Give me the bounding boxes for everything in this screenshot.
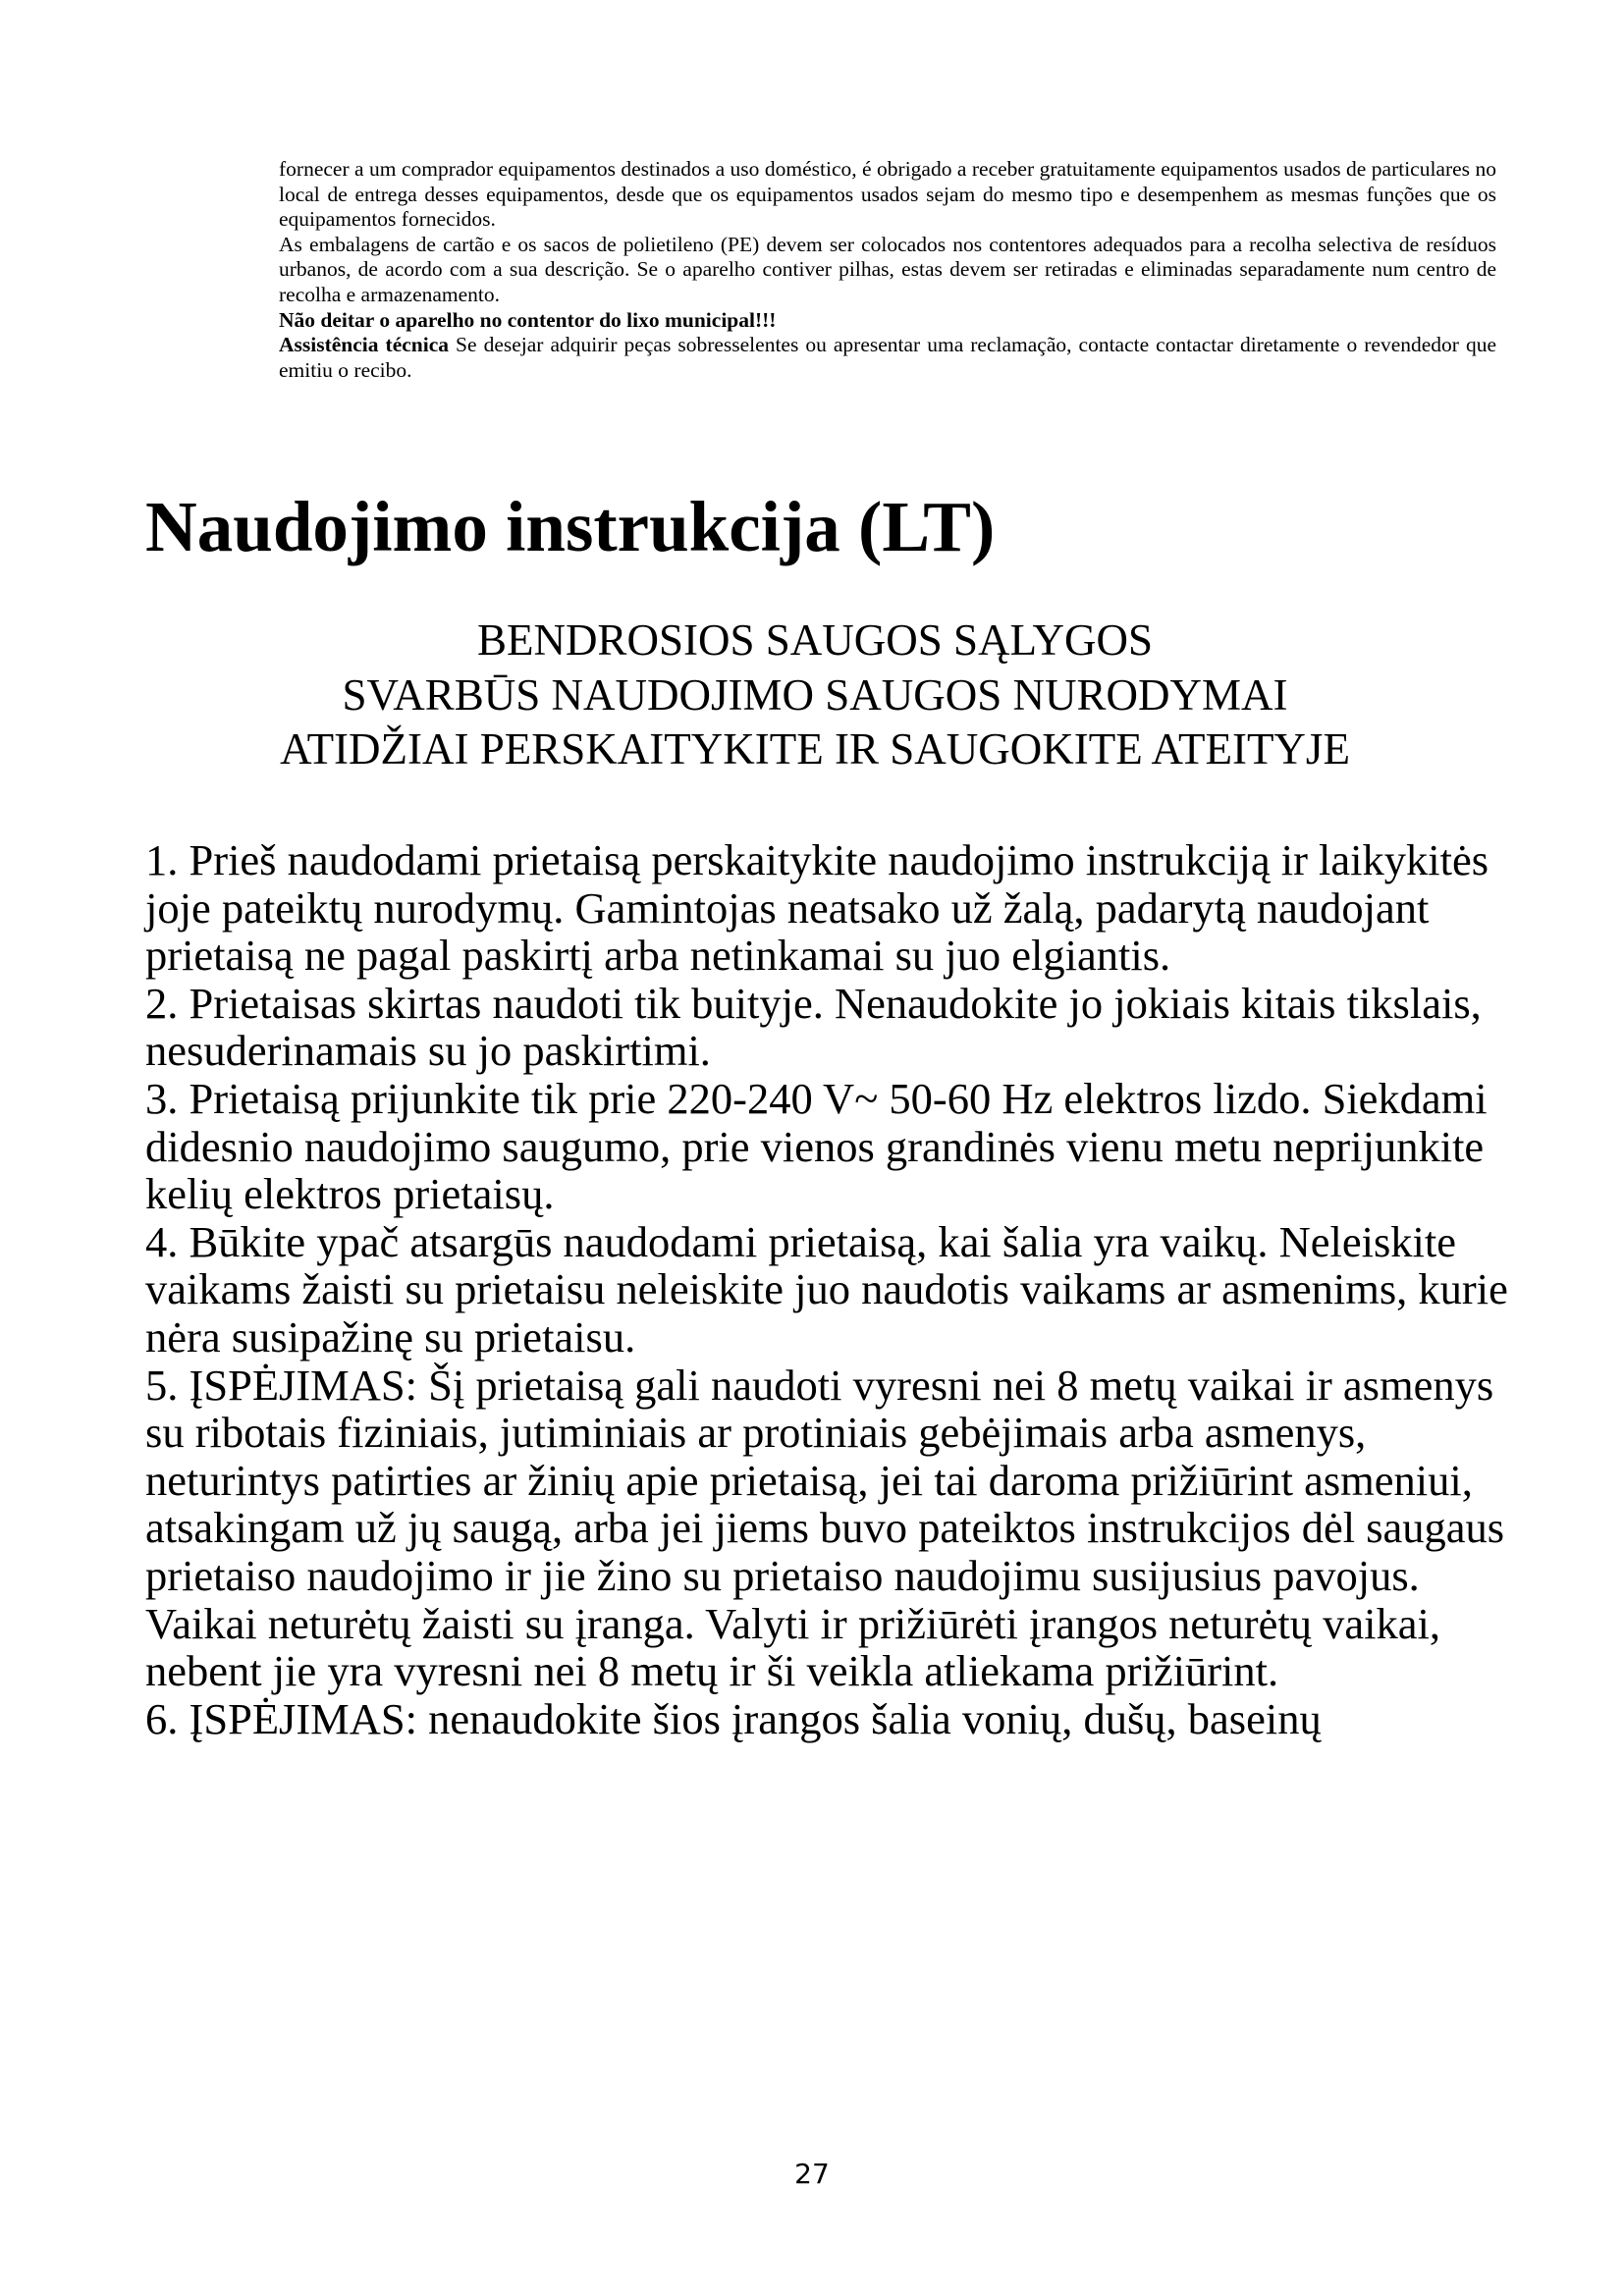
page-number: 27 [794, 2158, 830, 2190]
section-title: Naudojimo instrukcija (LT) [145, 487, 996, 566]
portuguese-warning-text: Não deitar o aparelho no contentor do lixo municipal!!! [279, 307, 777, 332]
portuguese-paragraph-1: fornecer a um comprador equipamentos destinados a uso doméstico, é obrigado a receber gratuitamente equipamentos usados de particulares no local de entrega desses equipamentos, desde que os equipamentos usados sejam do mesmo tipo e desempenhem as mesmas funções que os equipamentos fornecidos. [279, 157, 1496, 232]
instruction-item-5: 5. ĮSPĖJIMAS: Šį prietaisą gali naudoti vyresni nei 8 metų vaikai ir asmenys su ribotais fiziniais, jutiminiais ar protiniais gebėjimais arba asmenys, neturintys patirties ar žinių apie prietaisą, jei tai daroma prižiūrint asmeniui, atsakingam už jų saugą, arba jei jiems buvo pateiktos instrukcijos dėl saugaus prietaiso naudojimo ir jie žino su prietaiso naudojimu susijusius pavojus. Vaikai neturėtų žaisti su įranga. Valyti ir prižiūrėti įrangos neturėtų vaikai, nebent jie yra vyresni nei 8 metų ir ši veikla atliekama prižiūrint. [145, 1360, 1505, 1696]
portuguese-tech-support [279, 333, 1496, 383]
portuguese-section [279, 157, 1496, 383]
instruction-item-4: 4. Būkite ypač atsargūs naudodami prietaisą, kai šalia yra vaikų. Neleiskite vaikams žaisti su prietaisu neleiskite juo naudotis vaikams ar asmenims, kurie nėra susipažinę su prietaisu. [145, 1216, 1508, 1362]
tech-support-text: Se desejar adquirir peças sobresselentes ou apresentar uma reclamação, contacte contactar diretamente o revendedor que emitiu o recibo. [279, 333, 1497, 382]
tech-support-label: Assistência técnica [279, 333, 450, 357]
portuguese-warning [279, 308, 1496, 334]
instruction-list [145, 836, 1508, 1742]
instruction-item-3: 3. Prietaisą prijunkite tik prie 220-240 V~ 50-60 Hz elektros lizdo. Siekdami didesnio naudojimo saugumo, prie vienos grandinės vienu metu neprijunkite kelių elektros prietaisų. [145, 1073, 1488, 1219]
portuguese-paragraph-2: As embalagens de cartão e os sacos de polietileno (PE) devem ser colocados nos contentores adequados para a recolha selectiva de resíduos urbanos, de acordo com a sua descrição. Se o aparelho contiver pilhas, estas devem ser retiradas e eliminadas separadamente num centro de recolha e armazenamento. [279, 232, 1496, 306]
instruction-item-2: 2. Prietaisas skirtas naudoti tik buityje. Nenaudokite jo jokiais kitais tikslais, nesuderinamais su jo paskirtimi. [145, 978, 1482, 1076]
safety-header-line-3: ATIDŽIAI PERSKAITYKITE IR SAUGOKITE ATEITYJE [280, 724, 1350, 774]
safety-header [145, 614, 1485, 777]
instruction-item-1: 1. Prieš naudodami prietaisą perskaitykite naudojimo instrukciją ir laikykitės joje pateiktų nurodymų. Gamintojas neatsako už žalą, padarytą naudojant prietaisą ne pagal paskirtį arba netinkamai su juo elgiantis. [145, 835, 1489, 981]
safety-header-line-1: BENDROSIOS SAUGOS SĄLYGOS [476, 615, 1154, 665]
safety-header-line-2: SVARBŪS NAUDOJIMO SAUGOS NURODYMAI [342, 669, 1288, 720]
instruction-item-6: 6. ĮSPĖJIMAS: nenaudokite šios įrangos šalia vonių, dušų, baseinų [145, 1693, 1322, 1743]
